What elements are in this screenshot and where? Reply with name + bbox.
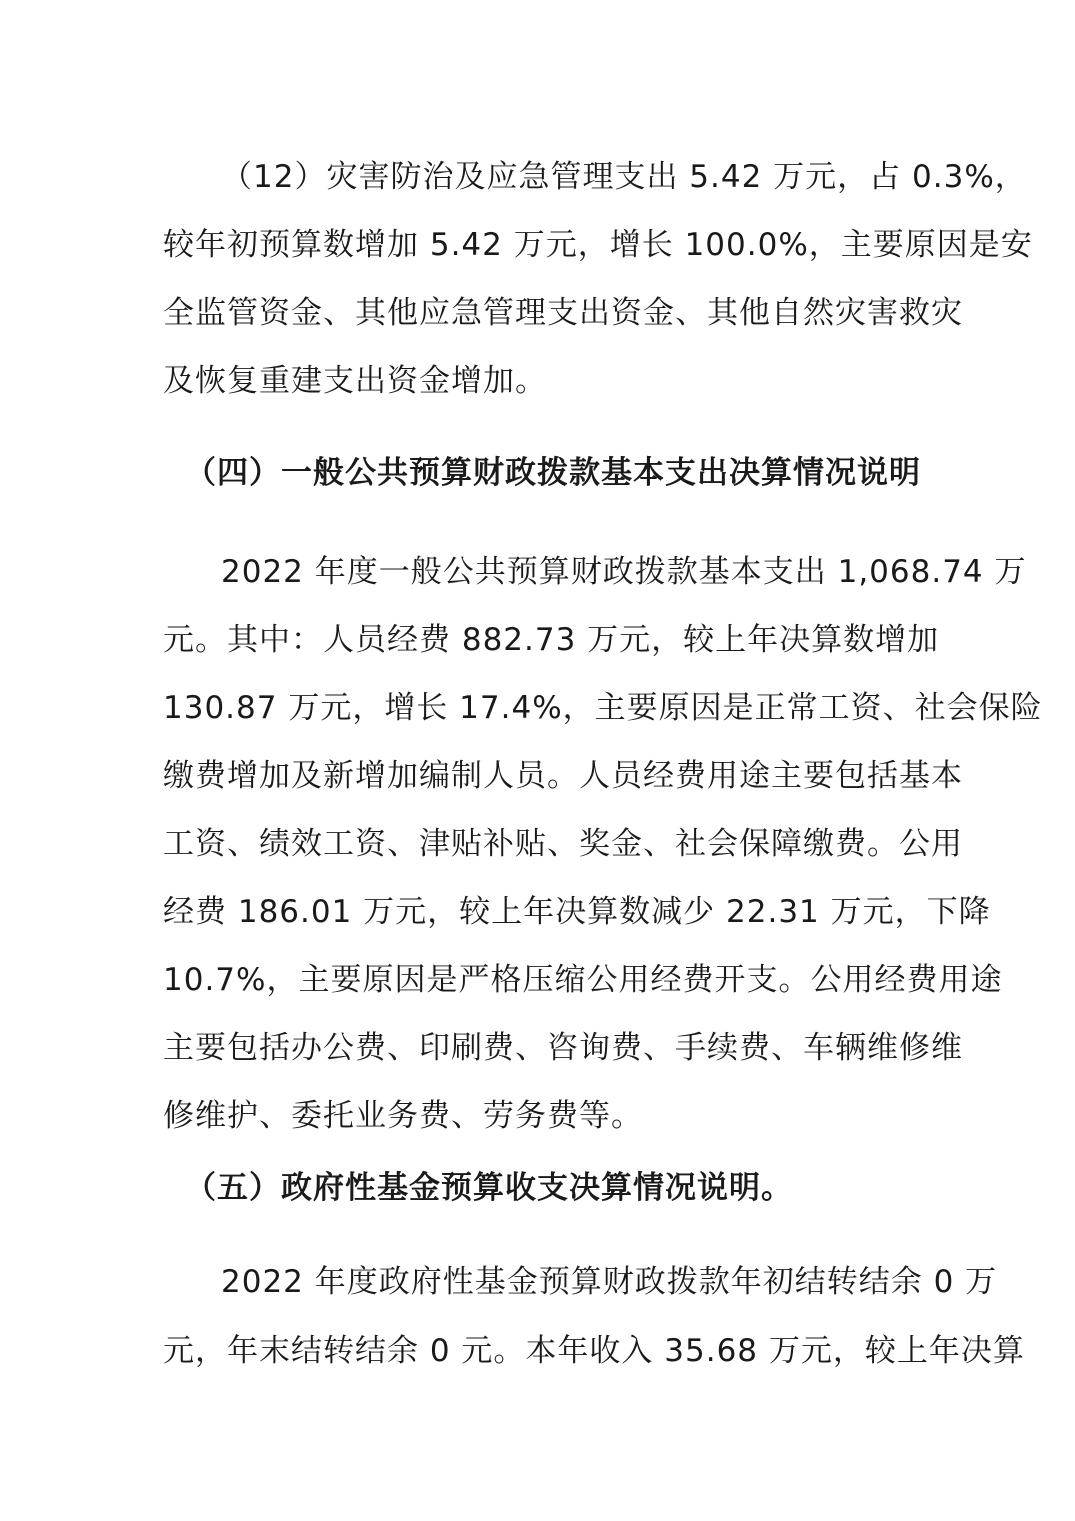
fund-paragraph-line-1: 2022 年度政府性基金预算财政拨款年初结转结余 0 万 (221, 1264, 998, 1300)
basic-expenditure-line-1: 2022 年度一般公共预算财政拨款基本支出 1,068.74 万 (221, 554, 1027, 590)
paragraph-12-line-3: 全监管资金、其他应急管理支出资金、其他自然灾害救灾 (163, 295, 963, 331)
paragraph-12-line-2: 较年初预算数增加 5.42 万元，增长 100.0%，主要原因是安 (163, 227, 1033, 263)
basic-expenditure-line-7: 10.7%，主要原因是严格压缩公用经费开支。公用经费用途 (163, 962, 1003, 998)
basic-expenditure-line-6: 经费 186.01 万元，较上年决算数减少 22.31 万元，下降 (163, 894, 991, 930)
basic-expenditure-line-3: 130.87 万元，增长 17.4%，主要原因是正常工资、社会保险 (163, 690, 1043, 726)
fund-paragraph-line-2: 元，年末结转结余 0 元。本年收入 35.68 万元，较上年决算 (163, 1333, 1025, 1369)
paragraph-12-line-4: 及恢复重建支出资金增加。 (163, 363, 547, 399)
section-heading-5: （五）政府性基金预算收支决算情况说明。 (185, 1170, 793, 1206)
basic-expenditure-line-5: 工资、绩效工资、津贴补贴、奖金、社会保障缴费。公用 (163, 826, 963, 862)
basic-expenditure-line-4: 缴费增加及新增加编制人员。人员经费用途主要包括基本 (163, 758, 963, 794)
basic-expenditure-line-2: 元。其中：人员经费 882.73 万元，较上年决算数增加 (163, 622, 940, 658)
basic-expenditure-line-8: 主要包括办公费、印刷费、咨询费、手续费、车辆维修维 (163, 1030, 963, 1066)
section-heading-4: （四）一般公共预算财政拨款基本支出决算情况说明 (185, 455, 921, 491)
basic-expenditure-line-9: 修维护、委托业务费、劳务费等。 (163, 1098, 643, 1134)
paragraph-12-line-1: （12）灾害防治及应急管理支出 5.42 万元，占 0.3%， (221, 159, 1027, 195)
